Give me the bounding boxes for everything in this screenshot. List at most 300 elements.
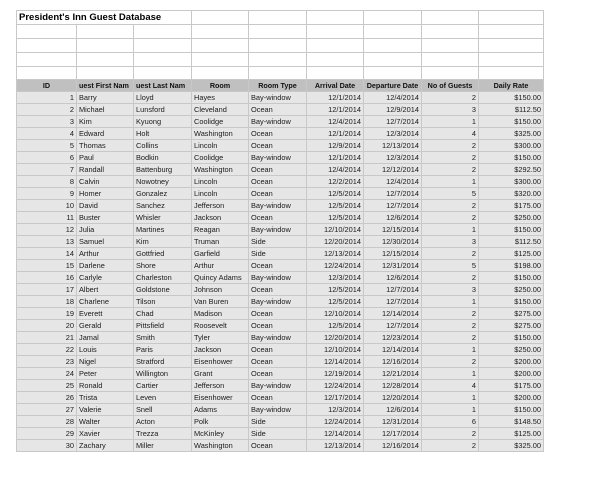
empty-cell[interactable] <box>17 38 77 52</box>
cell-arrival-date[interactable]: 12/1/2014 <box>307 128 364 140</box>
cell-id[interactable]: 13 <box>17 236 77 248</box>
cell-no-of-guests[interactable]: 2 <box>422 332 479 344</box>
empty-cell[interactable] <box>479 38 544 52</box>
cell-id[interactable]: 30 <box>17 440 77 452</box>
header-first-name[interactable]: uest First Nam <box>77 80 134 92</box>
cell-arrival-date[interactable]: 12/5/2014 <box>307 296 364 308</box>
cell-first-name[interactable]: Zachary <box>77 440 134 452</box>
cell-id[interactable]: 29 <box>17 428 77 440</box>
cell-no-of-guests[interactable]: 6 <box>422 416 479 428</box>
cell-daily-rate[interactable]: $112.50 <box>479 104 544 116</box>
cell-arrival-date[interactable]: 12/20/2014 <box>307 332 364 344</box>
header-room-type[interactable]: Room Type <box>249 80 307 92</box>
cell-daily-rate[interactable]: $150.00 <box>479 224 544 236</box>
cell-first-name[interactable]: Nigel <box>77 356 134 368</box>
cell-no-of-guests[interactable]: 2 <box>422 248 479 260</box>
cell-daily-rate[interactable]: $150.00 <box>479 116 544 128</box>
empty-cell[interactable] <box>134 24 192 38</box>
empty-cell[interactable] <box>77 24 134 38</box>
cell-room-type[interactable]: Side <box>249 428 307 440</box>
cell-room[interactable]: Eisenhower <box>192 356 249 368</box>
cell-daily-rate[interactable]: $150.00 <box>479 296 544 308</box>
cell-daily-rate[interactable]: $125.00 <box>479 248 544 260</box>
cell-room[interactable]: Johnson <box>192 284 249 296</box>
header-daily-rate[interactable]: Daily Rate <box>479 80 544 92</box>
empty-cell[interactable] <box>479 66 544 80</box>
cell-arrival-date[interactable]: 12/9/2014 <box>307 140 364 152</box>
cell-room-type[interactable]: Bay-window <box>249 404 307 416</box>
cell-no-of-guests[interactable]: 5 <box>422 188 479 200</box>
cell-room-type[interactable]: Side <box>249 416 307 428</box>
cell-no-of-guests[interactable]: 2 <box>422 140 479 152</box>
cell-room-type[interactable]: Bay-window <box>249 332 307 344</box>
cell-room[interactable]: Grant <box>192 368 249 380</box>
cell-departure-date[interactable]: 12/7/2014 <box>364 284 422 296</box>
cell-room-type[interactable]: Ocean <box>249 128 307 140</box>
cell-room-type[interactable]: Ocean <box>249 176 307 188</box>
cell-last-name[interactable]: Lloyd <box>134 92 192 104</box>
cell-room-type[interactable]: Bay-window <box>249 296 307 308</box>
cell-room[interactable]: Washington <box>192 164 249 176</box>
cell-first-name[interactable]: Darlene <box>77 260 134 272</box>
cell-daily-rate[interactable]: $292.50 <box>479 164 544 176</box>
cell-last-name[interactable]: Cartier <box>134 380 192 392</box>
cell-arrival-date[interactable]: 12/1/2014 <box>307 104 364 116</box>
cell-daily-rate[interactable]: $175.00 <box>479 200 544 212</box>
cell-arrival-date[interactable]: 12/10/2014 <box>307 344 364 356</box>
empty-cell[interactable] <box>479 11 544 25</box>
cell-no-of-guests[interactable]: 1 <box>422 116 479 128</box>
cell-departure-date[interactable]: 12/17/2014 <box>364 428 422 440</box>
cell-room[interactable]: Cleveland <box>192 104 249 116</box>
cell-daily-rate[interactable]: $200.00 <box>479 356 544 368</box>
cell-daily-rate[interactable]: $150.00 <box>479 404 544 416</box>
cell-no-of-guests[interactable]: 2 <box>422 440 479 452</box>
cell-room[interactable]: Coolidge <box>192 152 249 164</box>
cell-daily-rate[interactable]: $325.00 <box>479 128 544 140</box>
cell-arrival-date[interactable]: 12/24/2014 <box>307 416 364 428</box>
cell-departure-date[interactable]: 12/15/2014 <box>364 248 422 260</box>
cell-arrival-date[interactable]: 12/5/2014 <box>307 320 364 332</box>
cell-no-of-guests[interactable]: 1 <box>422 392 479 404</box>
cell-no-of-guests[interactable]: 1 <box>422 296 479 308</box>
cell-id[interactable]: 20 <box>17 320 77 332</box>
cell-id[interactable]: 17 <box>17 284 77 296</box>
cell-last-name[interactable]: Trezza <box>134 428 192 440</box>
header-departure-date[interactable]: Departure Date <box>364 80 422 92</box>
cell-room[interactable]: Jackson <box>192 212 249 224</box>
cell-no-of-guests[interactable]: 3 <box>422 284 479 296</box>
empty-cell[interactable] <box>249 52 307 66</box>
cell-room[interactable]: Tyler <box>192 332 249 344</box>
empty-cell[interactable] <box>364 38 422 52</box>
cell-first-name[interactable]: Ronald <box>77 380 134 392</box>
cell-no-of-guests[interactable]: 1 <box>422 368 479 380</box>
cell-departure-date[interactable]: 12/6/2014 <box>364 212 422 224</box>
cell-last-name[interactable]: Goldstone <box>134 284 192 296</box>
cell-daily-rate[interactable]: $150.00 <box>479 152 544 164</box>
cell-id[interactable]: 18 <box>17 296 77 308</box>
cell-arrival-date[interactable]: 12/3/2014 <box>307 272 364 284</box>
cell-departure-date[interactable]: 12/7/2014 <box>364 296 422 308</box>
cell-room[interactable]: Polk <box>192 416 249 428</box>
cell-arrival-date[interactable]: 12/10/2014 <box>307 224 364 236</box>
cell-id[interactable]: 14 <box>17 248 77 260</box>
cell-room[interactable]: Van Buren <box>192 296 249 308</box>
cell-daily-rate[interactable]: $125.00 <box>479 428 544 440</box>
cell-first-name[interactable]: Buster <box>77 212 134 224</box>
cell-arrival-date[interactable]: 12/1/2014 <box>307 152 364 164</box>
cell-first-name[interactable]: Louis <box>77 344 134 356</box>
cell-room-type[interactable]: Ocean <box>249 140 307 152</box>
cell-room[interactable]: Lincoln <box>192 140 249 152</box>
cell-id[interactable]: 10 <box>17 200 77 212</box>
cell-departure-date[interactable]: 12/7/2014 <box>364 320 422 332</box>
cell-last-name[interactable]: Kim <box>134 236 192 248</box>
cell-id[interactable]: 3 <box>17 116 77 128</box>
cell-id[interactable]: 12 <box>17 224 77 236</box>
cell-departure-date[interactable]: 12/16/2014 <box>364 356 422 368</box>
cell-no-of-guests[interactable]: 5 <box>422 260 479 272</box>
empty-cell[interactable] <box>134 38 192 52</box>
cell-id[interactable]: 11 <box>17 212 77 224</box>
cell-arrival-date[interactable]: 12/5/2014 <box>307 188 364 200</box>
header-id[interactable]: ID <box>17 80 77 92</box>
empty-cell[interactable] <box>134 66 192 80</box>
cell-departure-date[interactable]: 12/7/2014 <box>364 200 422 212</box>
cell-first-name[interactable]: Charlene <box>77 296 134 308</box>
cell-last-name[interactable]: Battenburg <box>134 164 192 176</box>
header-last-name[interactable]: uest Last Nam <box>134 80 192 92</box>
empty-cell[interactable] <box>17 52 77 66</box>
empty-cell[interactable] <box>422 66 479 80</box>
cell-room[interactable]: Adams <box>192 404 249 416</box>
cell-first-name[interactable]: Everett <box>77 308 134 320</box>
cell-id[interactable]: 8 <box>17 176 77 188</box>
cell-last-name[interactable]: Acton <box>134 416 192 428</box>
cell-room[interactable]: Jefferson <box>192 200 249 212</box>
cell-last-name[interactable]: Snell <box>134 404 192 416</box>
cell-departure-date[interactable]: 12/3/2014 <box>364 152 422 164</box>
cell-departure-date[interactable]: 12/7/2014 <box>364 188 422 200</box>
cell-no-of-guests[interactable]: 1 <box>422 344 479 356</box>
cell-last-name[interactable]: Miller <box>134 440 192 452</box>
cell-daily-rate[interactable]: $200.00 <box>479 368 544 380</box>
cell-daily-rate[interactable]: $300.00 <box>479 176 544 188</box>
cell-arrival-date[interactable]: 12/13/2014 <box>307 440 364 452</box>
sheet-title[interactable]: President's Inn Guest Database <box>17 11 192 25</box>
cell-arrival-date[interactable]: 12/3/2014 <box>307 404 364 416</box>
empty-cell[interactable] <box>249 38 307 52</box>
cell-arrival-date[interactable]: 12/17/2014 <box>307 392 364 404</box>
cell-room-type[interactable]: Ocean <box>249 440 307 452</box>
cell-room[interactable]: Hayes <box>192 92 249 104</box>
cell-arrival-date[interactable]: 12/20/2014 <box>307 236 364 248</box>
empty-cell[interactable] <box>364 66 422 80</box>
empty-cell[interactable] <box>307 66 364 80</box>
empty-cell[interactable] <box>77 66 134 80</box>
cell-last-name[interactable]: Tilson <box>134 296 192 308</box>
empty-cell[interactable] <box>364 11 422 25</box>
cell-departure-date[interactable]: 12/30/2014 <box>364 236 422 248</box>
empty-cell[interactable] <box>77 52 134 66</box>
cell-departure-date[interactable]: 12/20/2014 <box>364 392 422 404</box>
cell-room-type[interactable]: Ocean <box>249 212 307 224</box>
empty-cell[interactable] <box>17 24 77 38</box>
cell-id[interactable]: 1 <box>17 92 77 104</box>
cell-departure-date[interactable]: 12/28/2014 <box>364 380 422 392</box>
cell-no-of-guests[interactable]: 2 <box>422 272 479 284</box>
empty-cell[interactable] <box>422 52 479 66</box>
cell-room-type[interactable]: Ocean <box>249 368 307 380</box>
cell-room[interactable]: McKinley <box>192 428 249 440</box>
cell-departure-date[interactable]: 12/6/2014 <box>364 272 422 284</box>
cell-first-name[interactable]: Michael <box>77 104 134 116</box>
cell-last-name[interactable]: Shore <box>134 260 192 272</box>
empty-cell[interactable] <box>17 66 77 80</box>
cell-daily-rate[interactable]: $150.00 <box>479 272 544 284</box>
cell-room-type[interactable]: Ocean <box>249 188 307 200</box>
cell-daily-rate[interactable]: $148.50 <box>479 416 544 428</box>
cell-first-name[interactable]: Julia <box>77 224 134 236</box>
cell-id[interactable]: 26 <box>17 392 77 404</box>
cell-room[interactable]: Roosevelt <box>192 320 249 332</box>
cell-id[interactable]: 21 <box>17 332 77 344</box>
cell-first-name[interactable]: Thomas <box>77 140 134 152</box>
cell-last-name[interactable]: Paris <box>134 344 192 356</box>
cell-room-type[interactable]: Bay-window <box>249 200 307 212</box>
cell-room-type[interactable]: Side <box>249 236 307 248</box>
empty-cell[interactable] <box>307 11 364 25</box>
cell-departure-date[interactable]: 12/14/2014 <box>364 344 422 356</box>
cell-arrival-date[interactable]: 12/14/2014 <box>307 356 364 368</box>
cell-room[interactable]: Eisenhower <box>192 392 249 404</box>
cell-departure-date[interactable]: 12/14/2014 <box>364 308 422 320</box>
cell-no-of-guests[interactable]: 2 <box>422 356 479 368</box>
cell-departure-date[interactable]: 12/6/2014 <box>364 404 422 416</box>
cell-no-of-guests[interactable]: 2 <box>422 200 479 212</box>
cell-no-of-guests[interactable]: 2 <box>422 212 479 224</box>
empty-cell[interactable] <box>307 38 364 52</box>
cell-daily-rate[interactable]: $250.00 <box>479 212 544 224</box>
cell-room-type[interactable]: Side <box>249 248 307 260</box>
cell-arrival-date[interactable]: 12/5/2014 <box>307 200 364 212</box>
cell-room-type[interactable]: Ocean <box>249 320 307 332</box>
cell-room-type[interactable]: Ocean <box>249 356 307 368</box>
cell-daily-rate[interactable]: $320.00 <box>479 188 544 200</box>
cell-departure-date[interactable]: 12/31/2014 <box>364 416 422 428</box>
cell-daily-rate[interactable]: $175.00 <box>479 380 544 392</box>
cell-last-name[interactable]: Whisler <box>134 212 192 224</box>
cell-room[interactable]: Washington <box>192 440 249 452</box>
cell-room[interactable]: Jefferson <box>192 380 249 392</box>
cell-departure-date[interactable]: 12/21/2014 <box>364 368 422 380</box>
cell-id[interactable]: 22 <box>17 344 77 356</box>
cell-last-name[interactable]: Kyuong <box>134 116 192 128</box>
cell-room-type[interactable]: Ocean <box>249 284 307 296</box>
cell-no-of-guests[interactable]: 2 <box>422 164 479 176</box>
cell-last-name[interactable]: Nowotney <box>134 176 192 188</box>
empty-cell[interactable] <box>307 52 364 66</box>
cell-arrival-date[interactable]: 12/2/2014 <box>307 176 364 188</box>
cell-arrival-date[interactable]: 12/14/2014 <box>307 428 364 440</box>
empty-cell[interactable] <box>479 52 544 66</box>
cell-last-name[interactable]: Stratford <box>134 356 192 368</box>
cell-arrival-date[interactable]: 12/24/2014 <box>307 380 364 392</box>
cell-id[interactable]: 6 <box>17 152 77 164</box>
cell-no-of-guests[interactable]: 3 <box>422 236 479 248</box>
cell-arrival-date[interactable]: 12/5/2014 <box>307 284 364 296</box>
header-room[interactable]: Room <box>192 80 249 92</box>
cell-last-name[interactable]: Gonzalez <box>134 188 192 200</box>
cell-departure-date[interactable]: 12/12/2014 <box>364 164 422 176</box>
empty-cell[interactable] <box>192 24 249 38</box>
cell-last-name[interactable]: Charleston <box>134 272 192 284</box>
cell-departure-date[interactable]: 12/7/2014 <box>364 116 422 128</box>
empty-cell[interactable] <box>249 66 307 80</box>
cell-first-name[interactable]: Trista <box>77 392 134 404</box>
cell-first-name[interactable]: Valerie <box>77 404 134 416</box>
cell-departure-date[interactable]: 12/9/2014 <box>364 104 422 116</box>
cell-last-name[interactable]: Holt <box>134 128 192 140</box>
cell-room[interactable]: Arthur <box>192 260 249 272</box>
cell-room[interactable]: Reagan <box>192 224 249 236</box>
cell-last-name[interactable]: Smith <box>134 332 192 344</box>
cell-id[interactable]: 19 <box>17 308 77 320</box>
cell-last-name[interactable]: Gottfried <box>134 248 192 260</box>
cell-last-name[interactable]: Bodkin <box>134 152 192 164</box>
cell-first-name[interactable]: Kim <box>77 116 134 128</box>
cell-room-type[interactable]: Ocean <box>249 392 307 404</box>
cell-id[interactable]: 9 <box>17 188 77 200</box>
cell-no-of-guests[interactable]: 2 <box>422 308 479 320</box>
empty-cell[interactable] <box>479 24 544 38</box>
cell-arrival-date[interactable]: 12/4/2014 <box>307 164 364 176</box>
cell-first-name[interactable]: Peter <box>77 368 134 380</box>
cell-id[interactable]: 16 <box>17 272 77 284</box>
empty-cell[interactable] <box>307 24 364 38</box>
cell-no-of-guests[interactable]: 2 <box>422 152 479 164</box>
cell-id[interactable]: 4 <box>17 128 77 140</box>
cell-daily-rate[interactable]: $200.00 <box>479 392 544 404</box>
empty-cell[interactable] <box>422 11 479 25</box>
header-no-of-guests[interactable]: No of Guests <box>422 80 479 92</box>
cell-no-of-guests[interactable]: 4 <box>422 128 479 140</box>
empty-cell[interactable] <box>422 24 479 38</box>
cell-id[interactable]: 2 <box>17 104 77 116</box>
cell-room-type[interactable]: Ocean <box>249 344 307 356</box>
cell-no-of-guests[interactable]: 1 <box>422 404 479 416</box>
cell-arrival-date[interactable]: 12/10/2014 <box>307 308 364 320</box>
cell-last-name[interactable]: Chad <box>134 308 192 320</box>
cell-first-name[interactable]: Walter <box>77 416 134 428</box>
empty-cell[interactable] <box>364 52 422 66</box>
header-arrival-date[interactable]: Arrival Date <box>307 80 364 92</box>
cell-room[interactable]: Madison <box>192 308 249 320</box>
cell-daily-rate[interactable]: $275.00 <box>479 320 544 332</box>
empty-cell[interactable] <box>422 38 479 52</box>
cell-first-name[interactable]: Jamal <box>77 332 134 344</box>
cell-first-name[interactable]: Homer <box>77 188 134 200</box>
cell-first-name[interactable]: Edward <box>77 128 134 140</box>
cell-first-name[interactable]: Paul <box>77 152 134 164</box>
cell-arrival-date[interactable]: 12/1/2014 <box>307 92 364 104</box>
cell-last-name[interactable]: Sanchez <box>134 200 192 212</box>
empty-cell[interactable] <box>192 11 249 25</box>
cell-room-type[interactable]: Ocean <box>249 104 307 116</box>
cell-first-name[interactable]: Arthur <box>77 248 134 260</box>
cell-daily-rate[interactable]: $275.00 <box>479 308 544 320</box>
cell-departure-date[interactable]: 12/3/2014 <box>364 128 422 140</box>
cell-departure-date[interactable]: 12/4/2014 <box>364 176 422 188</box>
cell-id[interactable]: 27 <box>17 404 77 416</box>
cell-last-name[interactable]: Leven <box>134 392 192 404</box>
cell-departure-date[interactable]: 12/31/2014 <box>364 260 422 272</box>
cell-daily-rate[interactable]: $300.00 <box>479 140 544 152</box>
cell-room[interactable]: Quincy Adams <box>192 272 249 284</box>
cell-room-type[interactable]: Bay-window <box>249 92 307 104</box>
cell-first-name[interactable]: Barry <box>77 92 134 104</box>
cell-id[interactable]: 7 <box>17 164 77 176</box>
cell-daily-rate[interactable]: $112.50 <box>479 236 544 248</box>
cell-room[interactable]: Washington <box>192 128 249 140</box>
empty-cell[interactable] <box>192 66 249 80</box>
cell-daily-rate[interactable]: $150.00 <box>479 332 544 344</box>
empty-cell[interactable] <box>249 11 307 25</box>
cell-first-name[interactable]: Samuel <box>77 236 134 248</box>
cell-room-type[interactable]: Ocean <box>249 308 307 320</box>
cell-room[interactable]: Jackson <box>192 344 249 356</box>
cell-no-of-guests[interactable]: 2 <box>422 428 479 440</box>
cell-id[interactable]: 5 <box>17 140 77 152</box>
cell-departure-date[interactable]: 12/16/2014 <box>364 440 422 452</box>
cell-daily-rate[interactable]: $250.00 <box>479 284 544 296</box>
cell-no-of-guests[interactable]: 1 <box>422 176 479 188</box>
cell-id[interactable]: 23 <box>17 356 77 368</box>
cell-first-name[interactable]: Gerald <box>77 320 134 332</box>
cell-last-name[interactable]: Martines <box>134 224 192 236</box>
cell-room-type[interactable]: Bay-window <box>249 152 307 164</box>
cell-id[interactable]: 28 <box>17 416 77 428</box>
cell-daily-rate[interactable]: $198.00 <box>479 260 544 272</box>
cell-room-type[interactable]: Ocean <box>249 260 307 272</box>
cell-room-type[interactable]: Bay-window <box>249 116 307 128</box>
cell-room[interactable]: Lincoln <box>192 176 249 188</box>
empty-cell[interactable] <box>364 24 422 38</box>
cell-daily-rate[interactable]: $250.00 <box>479 344 544 356</box>
cell-room-type[interactable]: Bay-window <box>249 224 307 236</box>
cell-no-of-guests[interactable]: 3 <box>422 104 479 116</box>
cell-last-name[interactable]: Collins <box>134 140 192 152</box>
cell-departure-date[interactable]: 12/13/2014 <box>364 140 422 152</box>
cell-room-type[interactable]: Bay-window <box>249 380 307 392</box>
cell-first-name[interactable]: Randall <box>77 164 134 176</box>
cell-last-name[interactable]: Willington <box>134 368 192 380</box>
cell-room-type[interactable]: Ocean <box>249 164 307 176</box>
cell-first-name[interactable]: Xavier <box>77 428 134 440</box>
cell-arrival-date[interactable]: 12/5/2014 <box>307 212 364 224</box>
cell-room[interactable]: Truman <box>192 236 249 248</box>
cell-arrival-date[interactable]: 12/19/2014 <box>307 368 364 380</box>
cell-arrival-date[interactable]: 12/13/2014 <box>307 248 364 260</box>
cell-room[interactable]: Coolidge <box>192 116 249 128</box>
empty-cell[interactable] <box>134 52 192 66</box>
empty-cell[interactable] <box>249 24 307 38</box>
cell-daily-rate[interactable]: $325.00 <box>479 440 544 452</box>
cell-first-name[interactable]: Albert <box>77 284 134 296</box>
cell-no-of-guests[interactable]: 1 <box>422 224 479 236</box>
cell-first-name[interactable]: Carlyle <box>77 272 134 284</box>
